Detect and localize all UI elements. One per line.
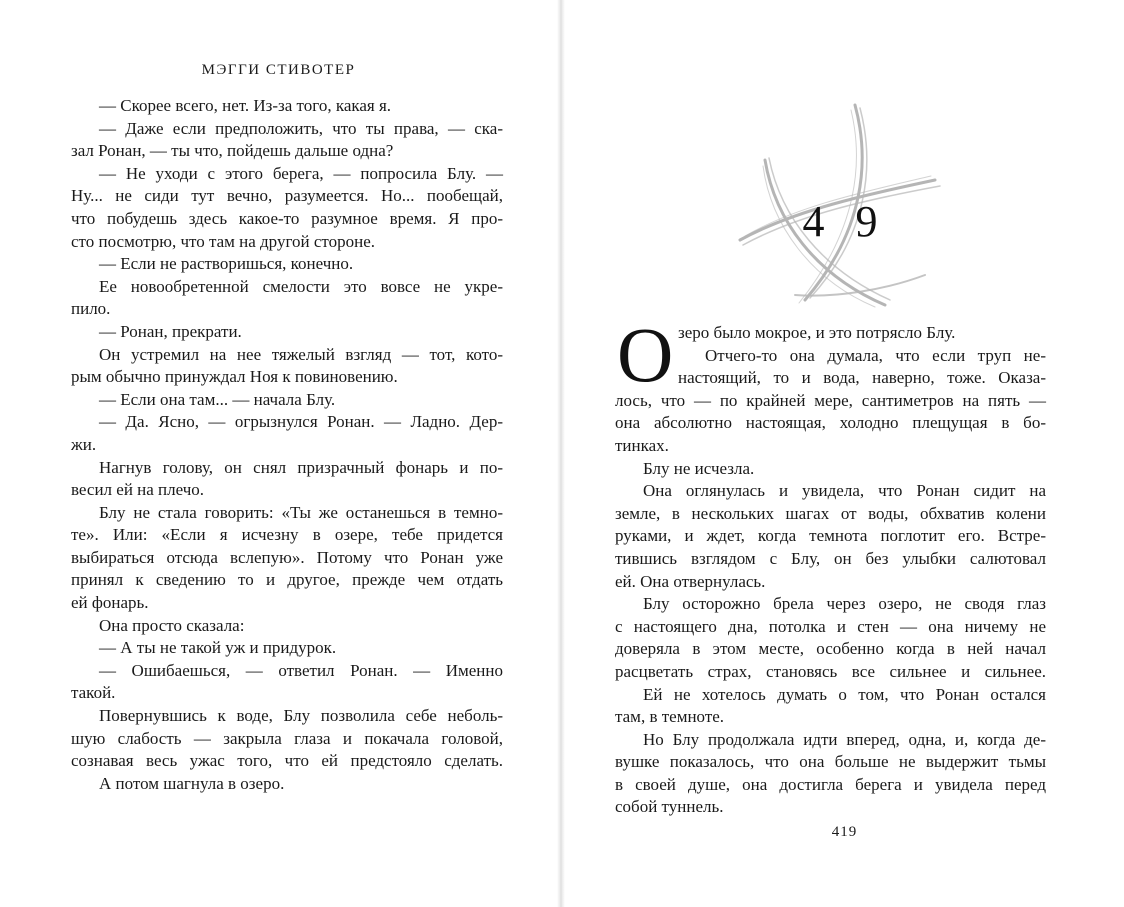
text-line: Он устремил на нее тяжелый взгляд — тот, кото- bbox=[99, 344, 503, 364]
text-line: — Если не растворишься, конечно. bbox=[99, 254, 354, 274]
text-line: принял к сведению то и другое, прежде чем отдать bbox=[71, 570, 503, 590]
text-line: Ее новообретенной смелости это вовсе не укре- bbox=[99, 276, 503, 296]
text-line: с настоящего дна, потолка и стен — она ничему не bbox=[615, 616, 1046, 636]
text-line: ей фонарь. bbox=[71, 593, 149, 613]
text-line: — Не уходи с этого берега, — попросила Блу. — bbox=[99, 163, 503, 183]
text-line: лось, что — по крайней мере, сантиметров на пять — bbox=[615, 390, 1046, 410]
book-gutter bbox=[557, 0, 565, 907]
text-line: сто посмотрю, что там на другой стороне. bbox=[71, 231, 375, 251]
text-line: — Скорее всего, нет. Из-за того, какая я. bbox=[99, 96, 392, 115]
text-line: ей. Она отвернулась. bbox=[615, 571, 766, 591]
page-number: 419 bbox=[831, 824, 858, 840]
text-line: настоящий, то и вода, наверно, тоже. Оказа- bbox=[678, 368, 1046, 388]
text-line: там, в темноте. bbox=[615, 707, 725, 727]
text-line: что побудешь здесь какое-то разумное время. Я про- bbox=[71, 208, 503, 228]
text-line: шую слабость — закрыла глаза и покачала головой, bbox=[71, 728, 503, 748]
chapter-number: 4 9 bbox=[802, 197, 888, 246]
text-line: собой туннель. bbox=[615, 797, 724, 817]
right-page bbox=[565, 0, 1124, 907]
text-line: — Ронан, прекрати. bbox=[99, 321, 242, 341]
text-line: — Даже если предположить, что ты права, — ска- bbox=[99, 118, 503, 138]
text-line: — Ошибаешься, — ответил Ронан. — Именно bbox=[99, 660, 503, 680]
text-line: пило. bbox=[71, 299, 111, 319]
text-line: Блу осторожно брела через озеро, не сводя глаз bbox=[643, 594, 1046, 614]
text-line: рым обычно принуждал Ноя к повиновению. bbox=[71, 367, 398, 387]
text-line: Отчего-то она думала, что если труп не- bbox=[705, 345, 1046, 365]
text-line: Нагнув голову, он снял призрачный фонарь и по- bbox=[99, 457, 503, 477]
text-line: Она оглянулась и увидела, что Ронан сидит на bbox=[643, 481, 1046, 501]
text-line: в своей душе, она достигла берега и увидела перед bbox=[615, 774, 1046, 794]
text-line: — Да. Ясно, — огрызнулся Ронан. — Ладно. Дер- bbox=[99, 412, 503, 432]
text-line: тинках. bbox=[615, 435, 669, 455]
left-text-block bbox=[71, 95, 503, 795]
text-line: доверяла в этом месте, особенно когда в ней начал bbox=[615, 639, 1046, 659]
text-line: — Если она там... — начала Блу. bbox=[99, 389, 336, 409]
text-line: зал Ронан, — ты что, пойдешь дальше одна? bbox=[71, 141, 394, 161]
text-line: она абсолютно настоящая, холодно плещущая в бо- bbox=[615, 413, 1046, 433]
left-page bbox=[0, 0, 557, 907]
text-line: такой. bbox=[71, 683, 116, 703]
text-line: земле, в нескольких шагах от воды, обхватив колени bbox=[615, 503, 1046, 523]
text-line: расцветать страх, становясь все сильнее и сильнее. bbox=[615, 661, 1046, 681]
text-line: Повернувшись к воде, Блу позволила себе неболь- bbox=[99, 706, 503, 726]
right-text-block bbox=[615, 311, 1046, 819]
text-line: руками, и ждет, когда темнота поглотит его. Встре- bbox=[615, 526, 1046, 546]
text-line: Но Блу продолжала идти вперед, одна, и, когда де- bbox=[643, 729, 1046, 749]
text-line: тившись взглядом с Блу, он без улыбки салютовал bbox=[615, 548, 1046, 568]
text-line: вушке показалось, что она больше не выдержит тьмы bbox=[615, 752, 1046, 772]
text-line: Ей не хотелось думать о том, что Ронан остался bbox=[643, 684, 1046, 704]
running-head: МЭГГИ СТИВОТЕР bbox=[201, 62, 356, 78]
text-line: жи. bbox=[71, 434, 97, 454]
text-line: те». Или: «Если я исчезну в озере, тебе придется bbox=[71, 525, 503, 545]
text-line: — А ты не такой уж и придурок. bbox=[99, 638, 337, 658]
text-line: Ну... не сиди тут вечно, разумеется. Но... пообещай, bbox=[71, 186, 503, 206]
text-line: Блу не исчезла. bbox=[643, 458, 755, 478]
text-line: весил ей на плечо. bbox=[71, 480, 205, 500]
text-line: зеро было мокрое, и это потрясло Блу. bbox=[678, 323, 956, 342]
text-line: А потом шагнула в озеро. bbox=[99, 773, 285, 793]
text-line: выбираться отсюда вслепую». Потому что Ронан уже bbox=[71, 547, 503, 567]
drop-cap: О bbox=[617, 311, 674, 398]
text-line: Блу не стала говорить: «Ты же останешься в темно- bbox=[99, 502, 503, 522]
text-line: Она просто сказала: bbox=[99, 615, 245, 635]
text-line: сознавая весь ужас того, что ей предстояло сделать. bbox=[71, 751, 503, 771]
